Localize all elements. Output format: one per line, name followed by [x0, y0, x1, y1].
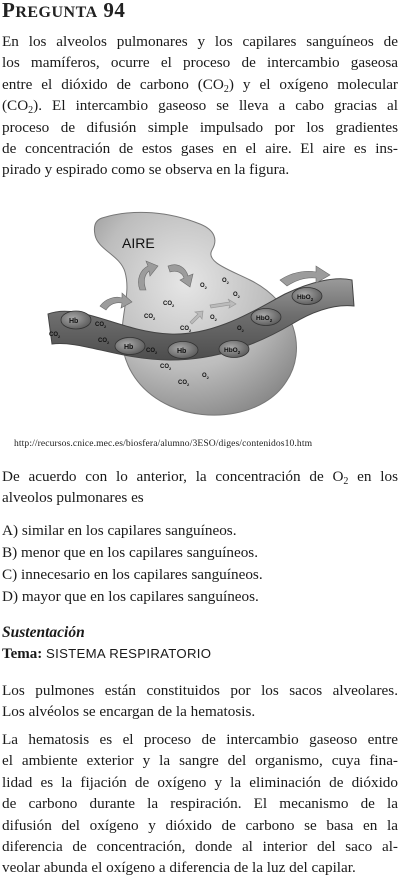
co2-label: $CO_2$ — [95, 322, 107, 329]
explanation-line: veolar abunda el oxígeno a diferencia de la luz del capilar. — [2, 859, 356, 877]
co2-label: $CO_2$ — [160, 364, 172, 371]
hbo2-label: HbO$_2$ — [297, 294, 314, 302]
intro-line: de concentración de estos gases en el aire. El aire es ins- — [2, 140, 398, 158]
hbo2-label: HbO$_2$ — [256, 315, 273, 323]
hb-label: Hb — [124, 344, 134, 351]
co2-label: $CO_2$ — [146, 348, 158, 355]
co2-label: $CO_2$ — [178, 380, 190, 387]
intro-line: entre el dióxido de carbono $(CO_2)$ y el oxígeno molecular — [2, 75, 398, 95]
hbo2-label: HbO$_2$ — [224, 347, 241, 355]
alveolus-capillary-figure — [40, 210, 360, 428]
figure-source-url: http://recursos.cnice.mec.es/biosfera/alumno/3ESO/diges/contenidos10.htm — [14, 438, 313, 449]
title-initial: P — [2, 0, 16, 22]
co2-label: $CO_2$ — [98, 338, 110, 345]
option-b: B) menor que en los capilares sanguíneos. — [2, 544, 259, 561]
aire-label: AIRE — [122, 235, 155, 251]
co2-label: $CO_2$ — [49, 332, 61, 339]
intro-line: En los alveolos pulmonares y los capilares sanguíneos de — [2, 33, 398, 50]
prompt-line: De acuerdo con lo anterior, la concentración de $O_2$ en los — [2, 468, 398, 487]
explanation-line: difusión del oxígeno y dióxido de carbono se basa en la — [2, 816, 398, 834]
prompt-line: alveolos pulmonares es — [2, 489, 144, 507]
explanation-line: el ambiente exterior y la sangre del organismo, cuya fina- — [2, 752, 398, 770]
explanation-line: La hematosis es el proceso de intercambio gaseoso entre — [2, 731, 398, 748]
intro-line: los mamíferos, ocurre el proceso de intercambio gaseosa — [2, 54, 398, 72]
explanation-line: de carbono durante la respiración. El mecanismo de la — [2, 795, 398, 813]
co2-label: $CO_2$ — [180, 326, 192, 333]
intro-line: proceso de difusión simple impulsado por los gradientes — [2, 118, 398, 136]
intro-line: pirado y espirado como se observa en la figura. — [2, 161, 290, 179]
o2-label: $O_2$ — [202, 373, 209, 380]
question-number: 94 — [103, 0, 126, 22]
explanation-paragraph-1 — [2, 680, 398, 723]
option-c: C) innecesario en los capilares sanguíneos. — [2, 566, 263, 583]
question-prompt — [2, 466, 398, 509]
tema-label: Tema: — [2, 646, 43, 662]
hb-label: Hb — [177, 348, 187, 355]
intro-paragraph — [2, 31, 398, 181]
sustentacion-heading: Sustentación — [2, 624, 85, 641]
o2-label: $O_2$ — [233, 292, 240, 299]
explanation-line: diferencia de concentración, donde al interior del saco al- — [2, 838, 398, 856]
option-a: A) similar en los capilares sanguíneos. — [2, 522, 237, 539]
o2-label: $O_2$ — [222, 278, 229, 285]
tema-line — [2, 646, 211, 663]
tema-value: SISTEMA RESPIRATORIO — [46, 646, 212, 661]
explanation-line: lidad es la fijación de oxígeno y la eliminación de dióxido — [2, 773, 398, 791]
answer-options — [2, 520, 263, 608]
question-title — [2, 0, 125, 23]
o2-label: $O_2$ — [200, 283, 207, 290]
hb-label: Hb — [69, 318, 79, 325]
explanation-line: Los pulmones están constituidos por los sacos alveolares. — [2, 682, 398, 699]
o2-label: $O_2$ — [210, 315, 217, 322]
option-d: D) mayor que en los capilares sanguíneos. — [2, 588, 259, 605]
co2-label: $CO_2$ — [144, 314, 156, 321]
explanation-line: Los alvéolos se encargan de la hematosis. — [2, 703, 256, 721]
title-rest: REGUNTA — [15, 4, 98, 21]
co2-label: $CO_2$ — [163, 301, 175, 308]
o2-label: $O_2$ — [237, 326, 244, 333]
intro-line: $(CO_2)$. El intercambio gaseoso se lleva a cabo gracias al — [2, 97, 398, 117]
explanation-paragraph-2 — [2, 729, 398, 879]
